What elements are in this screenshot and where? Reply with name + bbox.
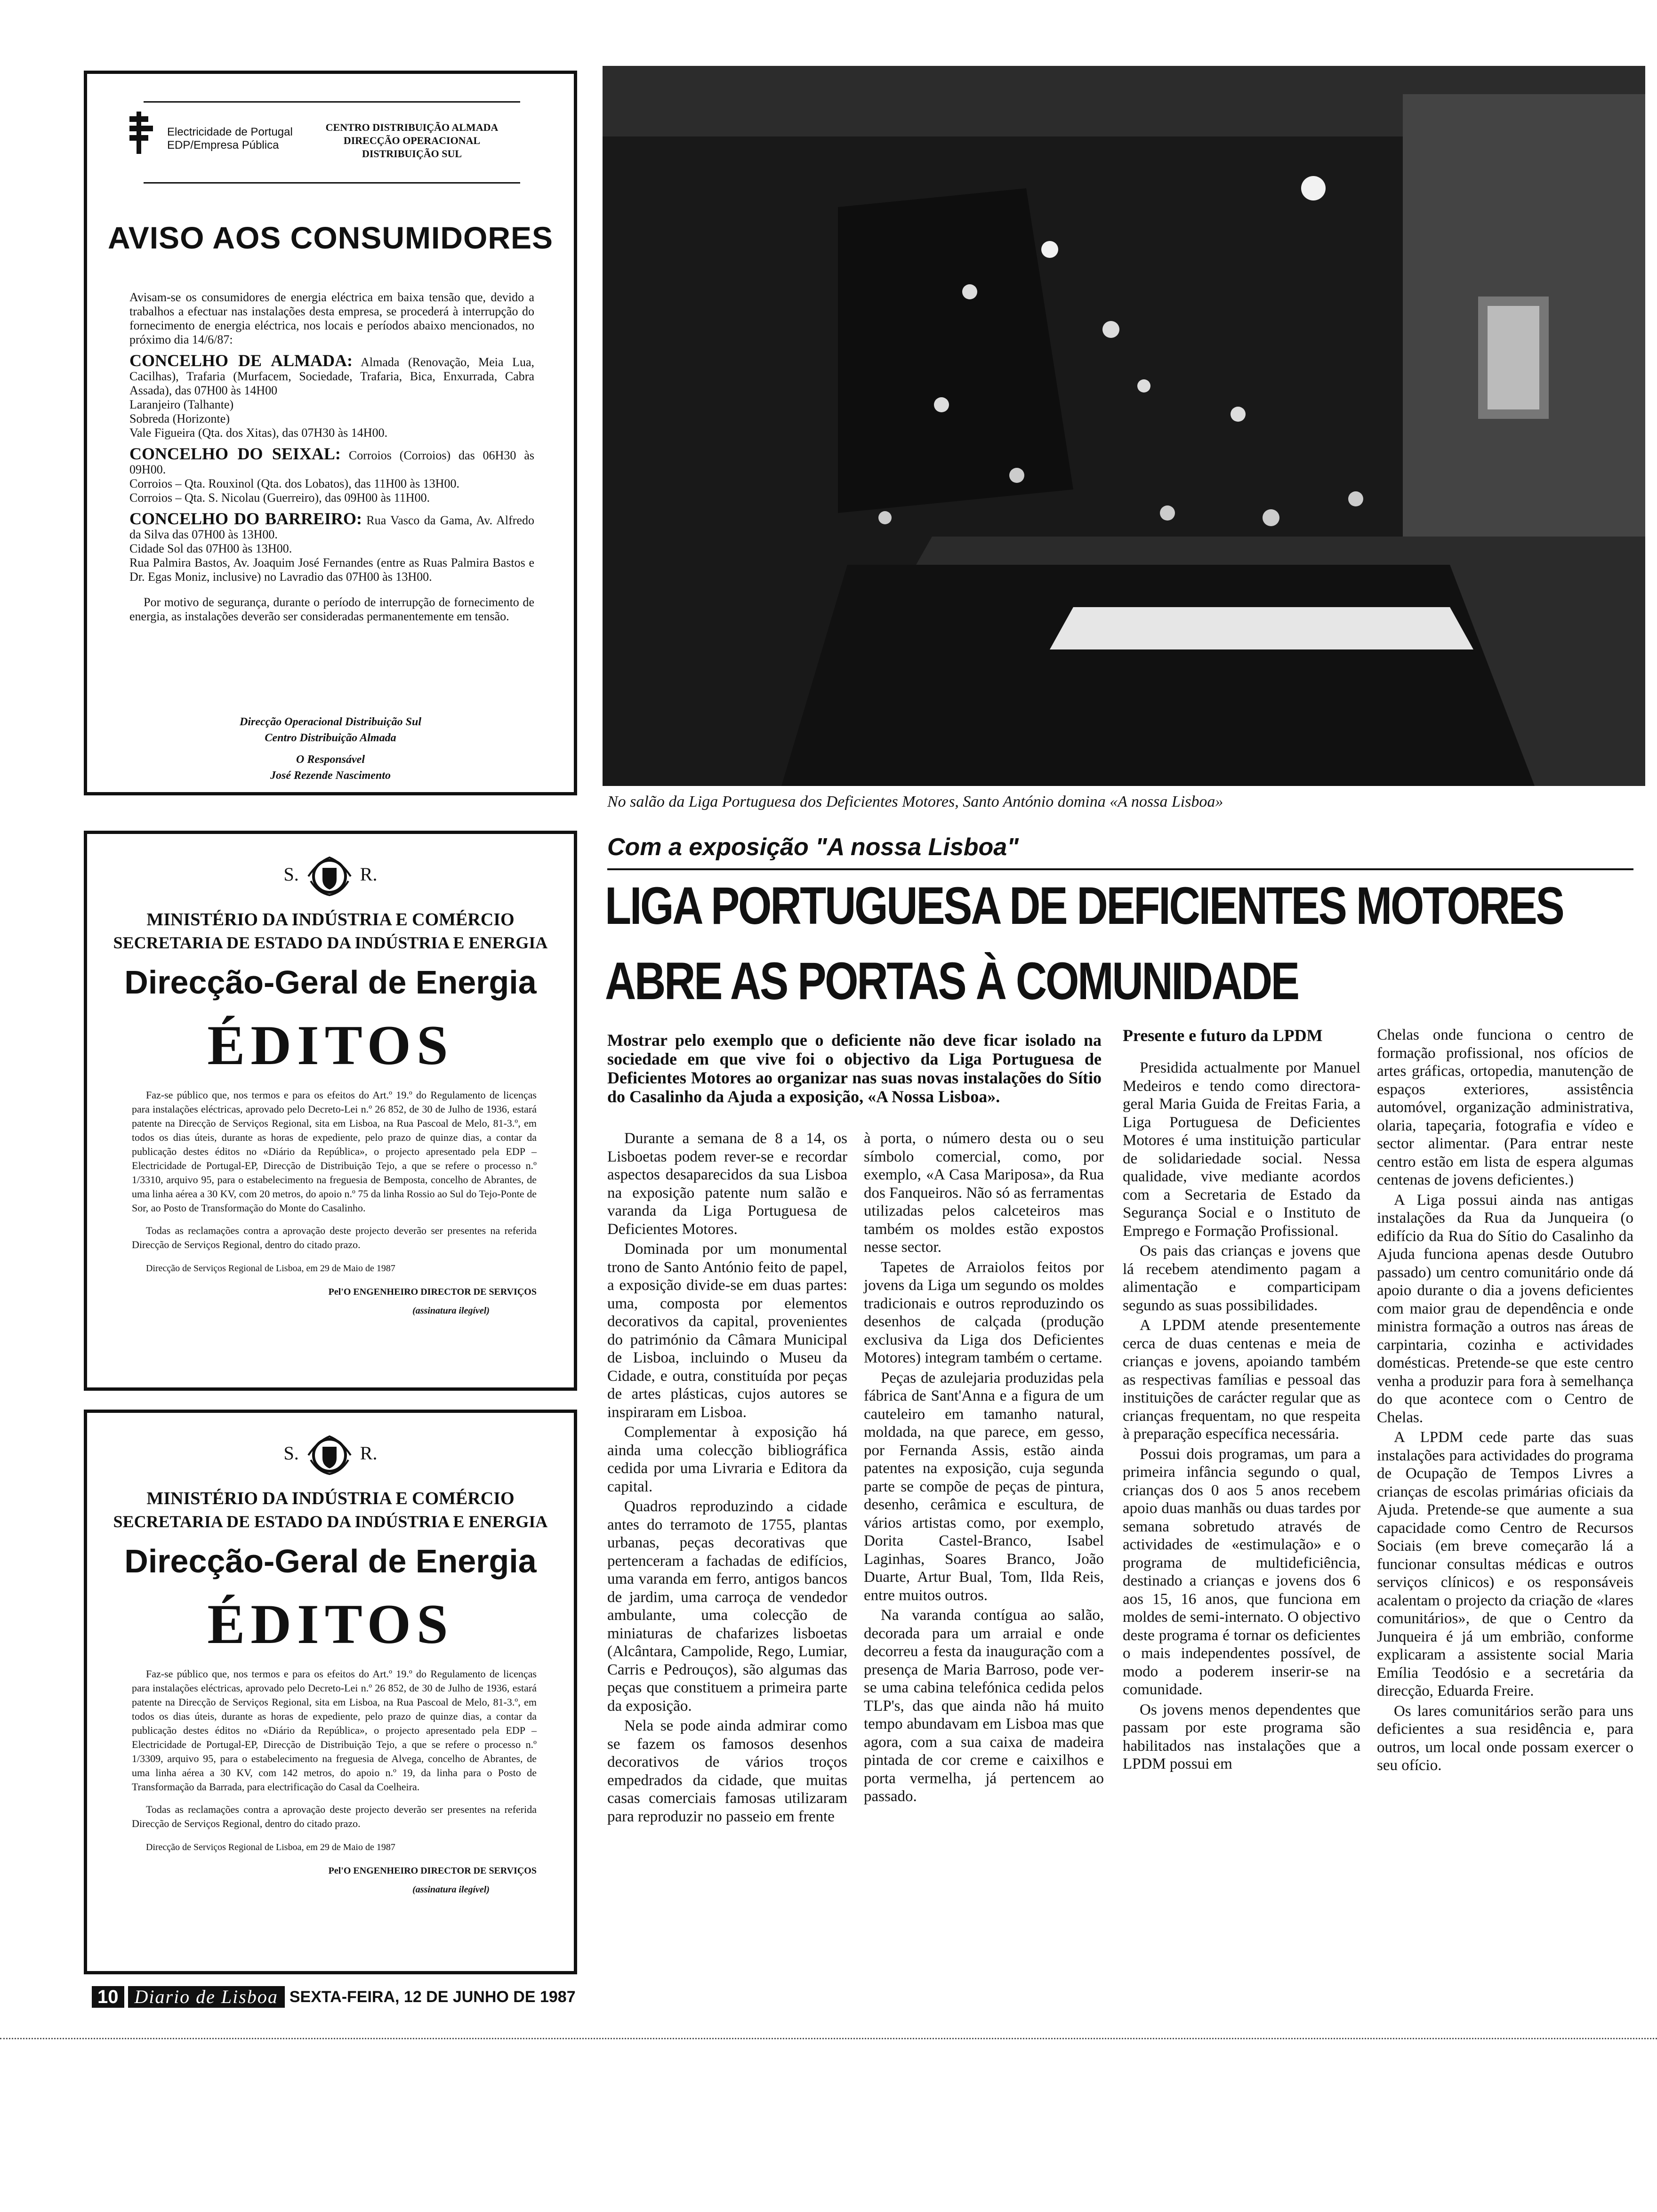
- editos-signer: Pel'O ENGENHEIRO DIRECTOR DE SERVIÇOS: [328, 1287, 537, 1297]
- paragraph: Chelas onde funciona o centro de formação profissional, nos ofícios de artes gráficas, ortopedia, manutenção de espaços exteriores, assistência automóvel, organização administrativa, olaria, tapeçaria, fotografia e vídeo e sector alimentar. (Para entrar neste centro estão em lista de espera algumas centenas de jovens deficientes.): [1377, 1026, 1633, 1188]
- concelho-line: Vale Figueira (Qta. dos Xitas), das 07H30 às 14H00.: [129, 426, 388, 440]
- article-lead: Mostrar pelo exemplo que o deficiente não deve ficar isolado na sociedade em que vive foi o objectivo da Liga Portuguesa de Deficientes Motores ao organizar nas suas novas instalações do Sítio do Casalinho da Ajuda a exposição, «A Nossa Lisboa».: [607, 1031, 1102, 1106]
- editos-notice-2: [84, 1410, 577, 1974]
- editos-claims: Todas as reclamações contra a aprovação deste projecto deverão ser presentes na referida Direcção de Serviços Regional, dentro do citado prazo.: [132, 1803, 537, 1829]
- notice-body: [129, 290, 534, 624]
- signature-line: Direcção Operacional Distribuição Sul: [239, 716, 421, 728]
- concelho-seixal: [129, 444, 535, 505]
- editos-body: [132, 1088, 537, 1318]
- article-column-2: [864, 1130, 1104, 1808]
- emblem-s: S.: [283, 864, 299, 885]
- editos-signature: (assinatura ilegível): [412, 1884, 490, 1895]
- concelho-line: Sobreda (Horizonte): [129, 412, 230, 425]
- secretariat-name: SECRETARIA DE ESTADO DA INDÚSTRIA E ENERGIA: [113, 933, 548, 952]
- directorate-title: Direcção-Geral de Energia: [124, 1543, 537, 1579]
- paragraph: Os lares comunitários serão para uns deficientes a sua residência e, para outros, um local onde possam exercer o seu ofício.: [1377, 1702, 1633, 1774]
- concelho-heading: CONCELHO DO BARREIRO:: [129, 509, 362, 528]
- notice-title: AVISO AOS CONSUMIDORES: [107, 220, 554, 255]
- concelho-line: Corroios – Qta. S. Nicolau (Guerreiro), das 09H00 às 11H00.: [129, 491, 430, 505]
- signature-line: O Responsável: [296, 753, 365, 766]
- editos-body-text: Faz-se público que, nos termos e para os efeitos do Art.º 19.º do Regulamento de licenças para instalações eléctricas, aprovado pelo Decreto-Lei n.º 26 852, de 30 de Julho de 1936, estará patente na Direcção de Serviços Regional, sita em Lisboa, na Rua Pascoal de Melo, 81-3.º, em todos os dias úteis, durante as horas de expediente, pelo prazo de quinze dias, a contar da publicação destes éditos no «Diário da República», o projecto apresentado pela EDP – Electricidade de Portugal-EP, Direcção de Distribuição Tejo, a que se refere o processo n.º 1/3309, arquivo 95, para o estabelecimento na freguesia de Alvega, concelho de Abrantes, de uma linha aérea a 30 KV, com 142 metros, do apoio n.º 19, da linha para o Posto de Transformação da Barrada, para electrificação do Casal da Coelheira.: [132, 1668, 537, 1793]
- article-headline-line2: ABRE AS PORTAS À COMUNIDADE: [605, 952, 1298, 1010]
- directorate-title: Direcção-Geral de Energia: [124, 964, 537, 1001]
- concelho-almada: [129, 353, 534, 440]
- signature-line: José Rezende Nascimento: [270, 769, 391, 782]
- paragraph: A LPDM atende presentemente cerca de duas centenas e meia de crianças e jovens, apoiando também as respectivas famílias e pessoal das instituições de carácter regular que as crianças frequentam, no que respeita à preparação específica necessária.: [1123, 1317, 1360, 1443]
- paragraph: Complementar à exposição há ainda uma colecção bibliográfica cedida por uma Livraria e Editora da capital.: [607, 1424, 847, 1495]
- issue-date: SEXTA-FEIRA, 12 DE JUNHO DE 1987: [289, 1988, 576, 2006]
- paragraph: Tapetes de Arraiolos feitos por jovens da Liga um segundo os moldes tradicionais e outros reproduzindo os desenhos de calçada (produção exclusiva da Liga dos Deficientes Motores) integram também o certame.: [864, 1258, 1104, 1366]
- editos-title: ÉDITOS: [207, 1593, 454, 1655]
- ministry-name: MINISTÉRIO DA INDÚSTRIA E COMÉRCIO: [146, 910, 515, 930]
- paragraph: Os pais das crianças e jovens que lá recebem atendimento pagam a alimentação e comparticipam segundo as suas possibilidades.: [1123, 1242, 1360, 1314]
- republic-emblem: [87, 853, 574, 900]
- paragraph: Quadros reproduzindo a cidade antes do terramoto de 1755, plantas urbanas, peças decorativas que pertenceram a fachadas de edifícios, uma varanda em ferro, antigos bancos de jardim, uma carroça de vendedor ambulante, uma colecção de miniaturas de chafarizes lisboetas (Alcântara, Campolide, Rego, Lumiar, Carris e Pedrouços), são algumas das peças que constituem a primeira parte da exposição.: [607, 1498, 847, 1715]
- paragraph: Os jovens menos dependentes que passam por este programa são habilitados nas instalações que a LPDM possui em: [1123, 1701, 1360, 1772]
- edp-notice-box: [84, 71, 577, 795]
- editos-signer: Pel'O ENGENHEIRO DIRECTOR DE SERVIÇOS: [328, 1866, 537, 1876]
- article-column-4: [1377, 1026, 1633, 1777]
- signature-line: Centro Distribuição Almada: [265, 732, 396, 744]
- concelho-text: Rua Vasco da Gama, Av. Alfredo da Silva das 07H00 às 13H00.: [129, 513, 534, 541]
- divider: [144, 182, 520, 184]
- editos-date: Direcção de Serviços Regional de Lisboa, em 29 de Maio de 1987: [146, 1842, 395, 1852]
- article-column-1: [607, 1130, 847, 1827]
- page-number: 10: [92, 1986, 124, 2008]
- emblem-r: R.: [360, 1443, 378, 1464]
- company-line: Electricidade de Portugal: [167, 126, 293, 138]
- concelho-line: Rua Palmira Bastos, Av. Joaquim José Fernandes (entre as Ruas Palmira Bastos e Dr. Egas Moniz, inclusive) no Lavradio das 07H00 às 13H00.: [129, 556, 534, 584]
- paragraph: A Liga possui ainda nas antigas instalações da Rua da Junqueira (o edifício da Rua do Sítio do Casalinho da Ajuda funciona apenas desde Outubro passado) um centro comunitário onde dá apoio durante o dia a jovens deficientes com maior grau de dependência e onde ministra formação a outros nas áreas de carpintaria, cozinha e actividades domésticas. Pretende-se que este centro venha a produzir para fora à semelhança do que acontece com o Centro de Chelas.: [1377, 1191, 1633, 1426]
- article-kicker: Com a exposição "A nossa Lisboa": [607, 834, 1019, 861]
- paragraph: Possui dois programas, um para a primeira infância segundo o qual, crianças dos 0 aos 5 anos recebem apoio duas manhãs ou duas tardes por semana sobretudo através de actividades de «estimulação» e o programa de multideficiência, destinado a crianças e jovens dos 6 aos 15, 16 anos, que funciona em moldes de semi-internato. O objectivo deste programa é tornar os deficientes o mais independentes possível, de modo a poderem inserir-se na comunidade.: [1123, 1445, 1360, 1698]
- dept-line: CENTRO DISTRIBUIÇÃO ALMADA: [325, 121, 499, 133]
- newspaper-name: Diario de Lisboa: [128, 1986, 285, 2008]
- dept-line: DIRECÇÃO OPERACIONAL: [343, 135, 481, 146]
- editos-body-text: Faz-se público que, nos termos e para os efeitos do Art.º 19.º do Regulamento de licenças para instalações eléctricas, aprovado pelo Decreto-Lei n.º 26 852, de 30 de Julho de 1936, estará patente na Direcção de Serviços Regional, sita em Lisboa, na Rua Pascoal de Melo, 81-3.º, em todos os dias úteis, durante as horas de expediente, pelo prazo de quinze dias, a contar da publicação destes éditos no «Diário da República», o projecto apresentado pela EDP – Electricidade de Portugal-EP, Direcção de Distribuição Tejo, a que se refere o processo n.º 1/3310, arquivo 95, para o estabelecimento na freguesia de Bemposta, concelho de Abrantes, de uma linha aérea a 30 KV, com 20 metros, do apoio n.º 75 da linha Rossio ao Sul do Tejo-Ponte de Sor, ao Posto de Transformação do Monte do Casalinho.: [132, 1089, 537, 1214]
- divider: [144, 101, 520, 103]
- concelho-text: Corroios (Corroios) das 06H30 às 09H00.: [129, 449, 535, 476]
- editos-signature: (assinatura ilegível): [412, 1306, 490, 1316]
- notice-intro: Avisam-se os consumidores de energia eléctrica em baixa tensão que, devido a trabalhos a efectuar nas instalações desta empresa, se procederá à interrupção do fornecimento de energia eléctrica, nos locais e períodos abaixo mencionados, no próximo dia 14/6/87:: [129, 290, 534, 346]
- divider: [607, 868, 1633, 870]
- editos-title: ÉDITOS: [207, 1014, 454, 1076]
- edp-company-name: [167, 126, 293, 152]
- concelho-line: Cidade Sol das 07H00 às 13H00.: [129, 542, 292, 555]
- concelho-barreiro: [129, 509, 534, 584]
- paragraph: Peças de azulejaria produzidas pela fábrica de Sant'Anna e a figura de um cauteleiro em tamanho natural, moldada, na que parece, em gesso, por Fernanda Assis, estão ainda patentes na exposição, cuja segunda parte se compõe de peças de pintura, desenho, cerâmica e escultura, de vários artistas como, por exemplo, Dorita Castel-Branco, Isabel Laginhas, Soares Branco, João Duarte, Artur Bual, Tom, Ilda Reis, entre muitos outros.: [864, 1369, 1104, 1604]
- editos-notice-1: [84, 831, 577, 1391]
- paragraph: Na varanda contígua ao salão, decorada para um arraial e onde decorreu a festa da inauguração com a presença de Maria Barroso, pode ver-se uma cabina telefónica cedida pelos TLP's, das que ainda não há muito tempo abundavam em Lisboa mas que agora, com a sua caixa de madeira pintada de cor creme e caixilhos e porta vermelha, já pertencem ao passado.: [864, 1607, 1104, 1805]
- paragraph: Dominada por um monumental trono de Santo António feito de papel, a exposição divide-se em duas partes: uma, composta por elementos decorativos da capital, provenientes do património da Câmara Municipal de Lisboa, incluindo o Museu da Cidade, e outra, constituída por peças de artes plásticas, cujos autores se inspiraram em Lisboa.: [607, 1241, 847, 1421]
- safety-note: Por motivo de segurança, durante o período de interrupção de fornecimento de energia, as instalações deverão ser consideradas permanentemente em tensão.: [129, 595, 534, 623]
- concelho-heading: CONCELHO DE ALMADA:: [129, 351, 353, 370]
- editos-body: [132, 1667, 537, 1897]
- secretariat-name: SECRETARIA DE ESTADO DA INDÚSTRIA E ENERGIA: [113, 1512, 548, 1531]
- paragraph: Durante a semana de 8 a 14, os Lisboetas podem rever-se e recordar aspectos desaparecidos da sua Lisboa na exposição patente num salão e varanda da Liga Portuguesa de Deficientes Motores.: [607, 1130, 847, 1238]
- coat-of-arms-icon: [304, 1432, 355, 1479]
- coat-of-arms-icon: [304, 853, 355, 900]
- article-headline-line1: LIGA PORTUGUESA DE DEFICIENTES MOTORES: [605, 876, 1563, 935]
- article-column-3: [1123, 1026, 1360, 1775]
- republic-emblem: [87, 1432, 574, 1479]
- page-footer: [92, 1986, 576, 2008]
- paragraph: à porta, o número desta ou o seu símbolo comercial, como, por exemplo, «A Casa Mariposa», da Rua dos Fanqueiros. Não só as ferramentas utilizadas pelos calceteiros mas também os moldes estão expostos nesse sector.: [864, 1130, 1104, 1256]
- emblem-s: S.: [283, 1443, 299, 1464]
- paragraph: Presidida actualmente por Manuel Medeiros e tendo como directora-geral Maria Guida de Freitas Faria, a Liga Portuguesa de Deficientes Motores é uma instituição particular de solidariedade social. Nessa qualidade, vive mediante acordos com a Secretaria de Estado da Segurança Social e o Instituto de Emprego e Formação Profissional.: [1123, 1059, 1360, 1240]
- company-line: EDP/Empresa Pública: [167, 139, 279, 152]
- editos-claims: Todas as reclamações contra a aprovação deste projecto deverão ser presentes na referida Direcção de Serviços Regional, dentro do citado prazo.: [132, 1225, 537, 1250]
- editos-date: Direcção de Serviços Regional de Lisboa, em 29 de Maio de 1987: [146, 1263, 395, 1274]
- edp-logo-icon: [127, 112, 160, 154]
- exhibition-photo: [603, 66, 1645, 786]
- concelho-line: Corroios – Qta. Rouxinol (Qta. dos Lobatos), das 11H00 às 13H00.: [129, 477, 459, 490]
- photo-illustration: [603, 66, 1645, 786]
- concelho-text: Almada (Renovação, Meia Lua, Cacilhas), Trafaria (Murfacem, Sociedade, Trafaria, Bica, Enxurrada, Cabra Assada), das 07H00 às 14H00: [129, 355, 534, 397]
- dept-line: DISTRIBUIÇÃO SUL: [362, 148, 462, 160]
- subheading: Presente e futuro da LPDM: [1123, 1026, 1323, 1045]
- emblem-r: R.: [360, 864, 378, 885]
- notice-signature: [87, 714, 574, 784]
- concelho-heading: CONCELHO DO SEIXAL:: [129, 444, 341, 463]
- ministry-name: MINISTÉRIO DA INDÚSTRIA E COMÉRCIO: [146, 1489, 515, 1508]
- divider: [0, 2038, 1657, 2039]
- paragraph: A LPDM cede parte das suas instalações para actividades do programa de Ocupação de Tempos Livres a crianças de escolas primárias oficiais da Ajuda. Pretende-se que aumente a sua capacidade como Centro de Recursos Sociais (em breve começarão lá a funcionar consultas médicas e outros serviços clínicos) e os responsáveis acalentam o projecto da criação de «lares comunitários», de que o Centro da Junqueira é já um embrião, conforme explicaram a assistente social Maria Emília Teodósio e a secretária da direcção, Eduarda Freire.: [1377, 1429, 1633, 1699]
- concelho-line: Laranjeiro (Talhante): [129, 398, 234, 411]
- paragraph: Nela se pode ainda admirar como se fazem os famosos desenhos decorativos de vários troços empedrados da cidade, que muitas casas comerciais famosas utilizaram para reproduzir no passeio em frente: [607, 1717, 847, 1825]
- edp-department: [308, 121, 515, 160]
- photo-caption: No salão da Liga Portuguesa dos Deficientes Motores, Santo António domina «A nossa Lisboa»: [607, 793, 1223, 810]
